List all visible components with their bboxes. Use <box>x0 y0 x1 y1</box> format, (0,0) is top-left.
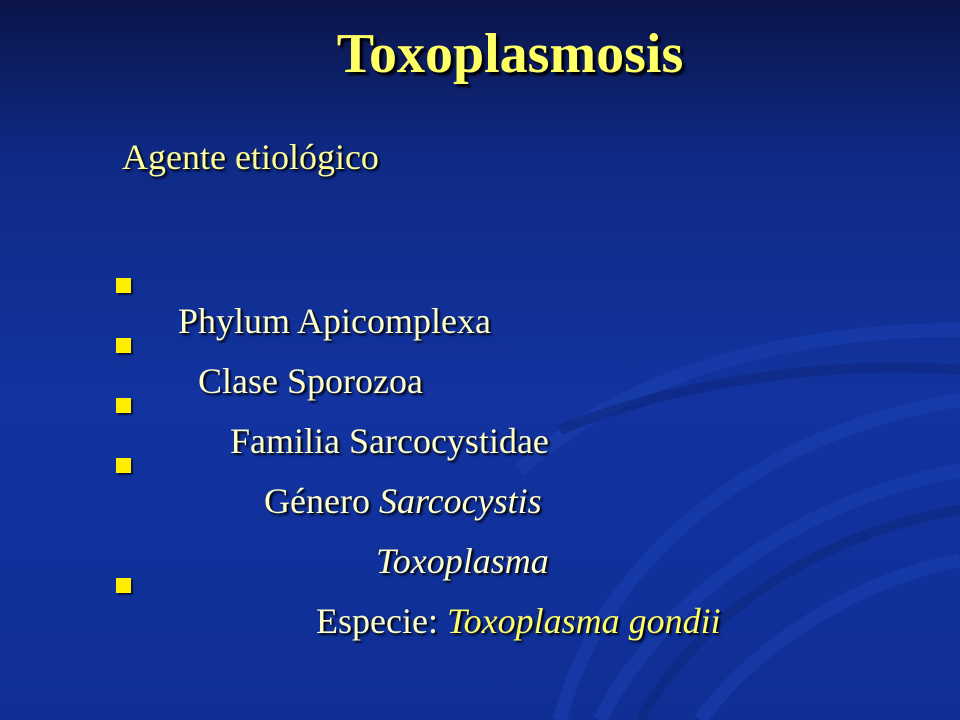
list-item-italic: Sarcocystis <box>378 481 542 521</box>
slide-subtitle: Agente etiológico <box>122 137 379 177</box>
slide-title: Toxoplasmosis <box>336 23 684 85</box>
list-item-text: Familia Sarcocystidae <box>230 421 549 461</box>
bullet-icon <box>116 278 131 293</box>
list-item-italic: Toxoplasma <box>376 541 549 581</box>
bullet-icon <box>116 338 131 353</box>
list-item-text: Phylum Apicomplexa <box>178 301 491 341</box>
bullet-icon <box>116 458 131 473</box>
list-item-italic: Toxoplasma gondii <box>446 601 721 641</box>
bullet-icon <box>116 578 131 593</box>
bullet-icon <box>116 398 131 413</box>
list-item-text: Clase Sporozoa <box>198 361 423 401</box>
list-item-especie <box>298 558 721 642</box>
list-item-prefix: Especie: <box>316 601 447 641</box>
list-item-prefix: Género <box>264 481 379 521</box>
